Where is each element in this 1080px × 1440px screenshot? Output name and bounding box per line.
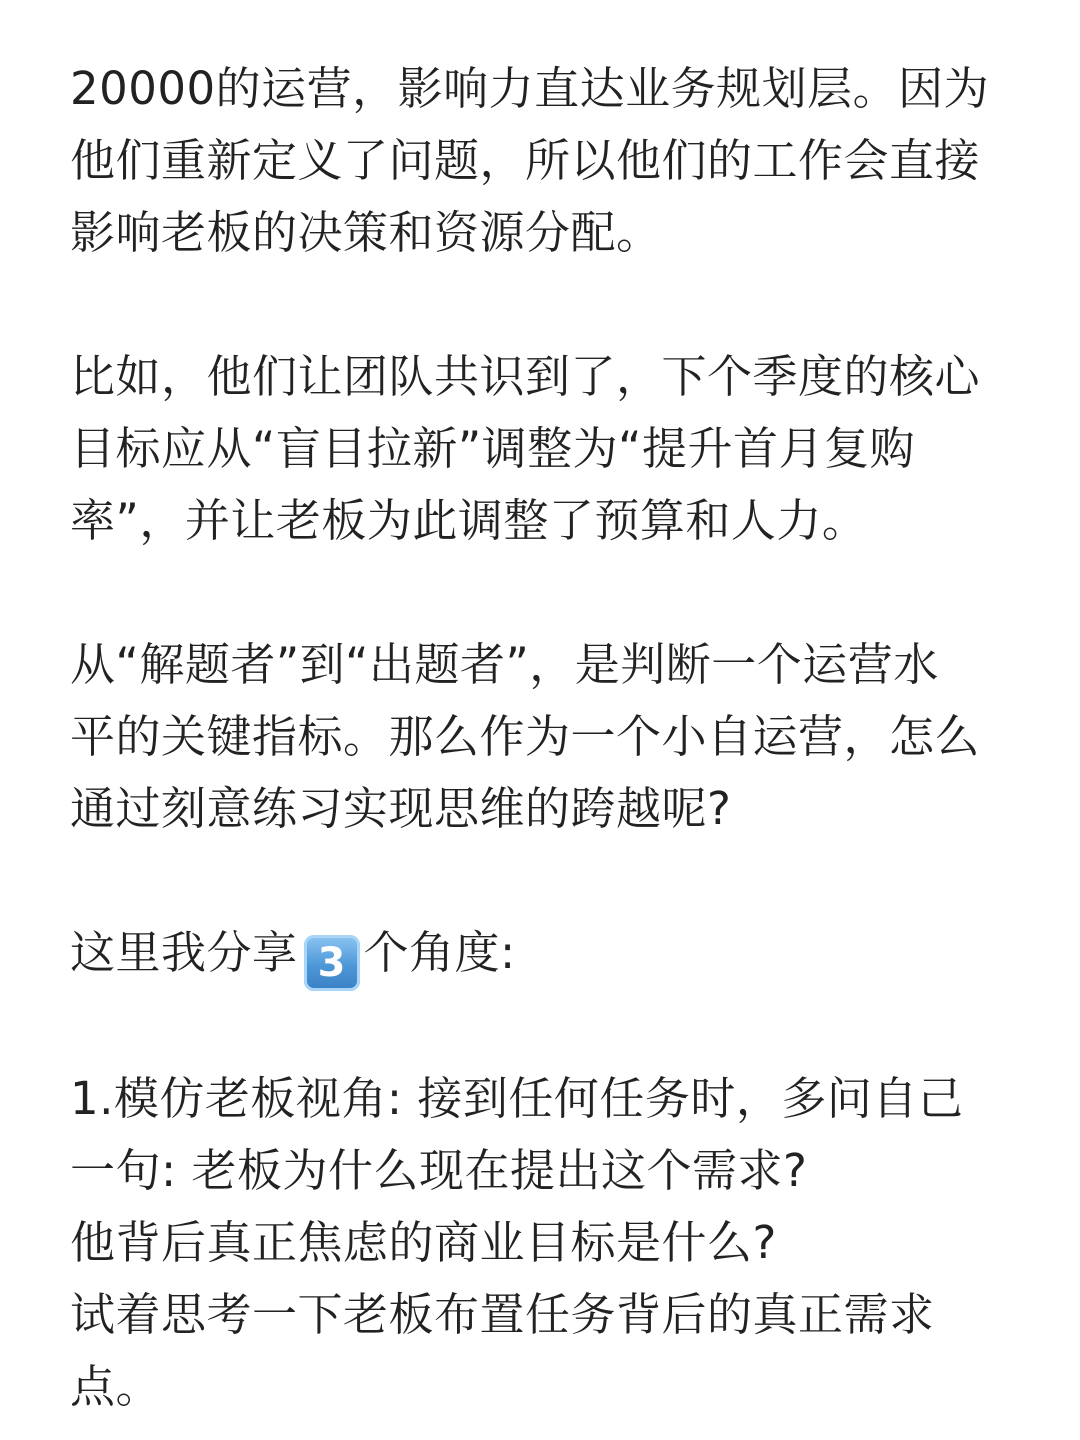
text-line: 他背后真正焦虑的商业目标是什么? xyxy=(70,1216,777,1269)
text-line: 影响老板的决策和资源分配。 xyxy=(70,206,662,259)
text-line: 20000的运营，影响力直达业务规划层。因为 xyxy=(70,62,990,115)
text-line: 试着思考一下老板布置任务背后的真正需求 xyxy=(70,1288,935,1341)
text-line: 从“解题者”到“出题者”，是判断一个运营水 xyxy=(70,638,939,691)
paragraph-point-one xyxy=(70,1063,1020,1423)
keycap-number-icon: 3 xyxy=(304,935,360,991)
text-line: 点。 xyxy=(70,1360,162,1413)
text-line: 通过刻意练习实现思维的跨越呢? xyxy=(70,782,732,835)
text-line: 他们重新定义了问题，所以他们的工作会直接 xyxy=(70,134,981,187)
text-line: 率”，并让老板为此调整了预算和人力。 xyxy=(70,494,868,547)
share-line xyxy=(70,917,1020,991)
text-line: 比如，他们让团队共识到了，下个季度的核心 xyxy=(70,350,981,403)
paragraph-question xyxy=(70,629,1020,845)
paragraph-impact xyxy=(70,53,1020,269)
text-line: 平的关键指标。那么作为一个小自运营，怎么 xyxy=(70,710,981,763)
text-line: 1.模仿老板视角: 接到任何任务时，多问自己 xyxy=(70,1072,964,1125)
paragraph-share-intro xyxy=(70,917,1020,991)
paragraph-example xyxy=(70,341,1020,557)
text-line: 一句: 老板为什么现在提出这个需求? xyxy=(70,1144,808,1197)
text-line: 目标应从“盲目拉新”调整为“提升首月复购 xyxy=(70,422,915,475)
share-text-before: 这里我分享 xyxy=(70,926,298,979)
share-text-after: 个角度: xyxy=(363,926,516,979)
